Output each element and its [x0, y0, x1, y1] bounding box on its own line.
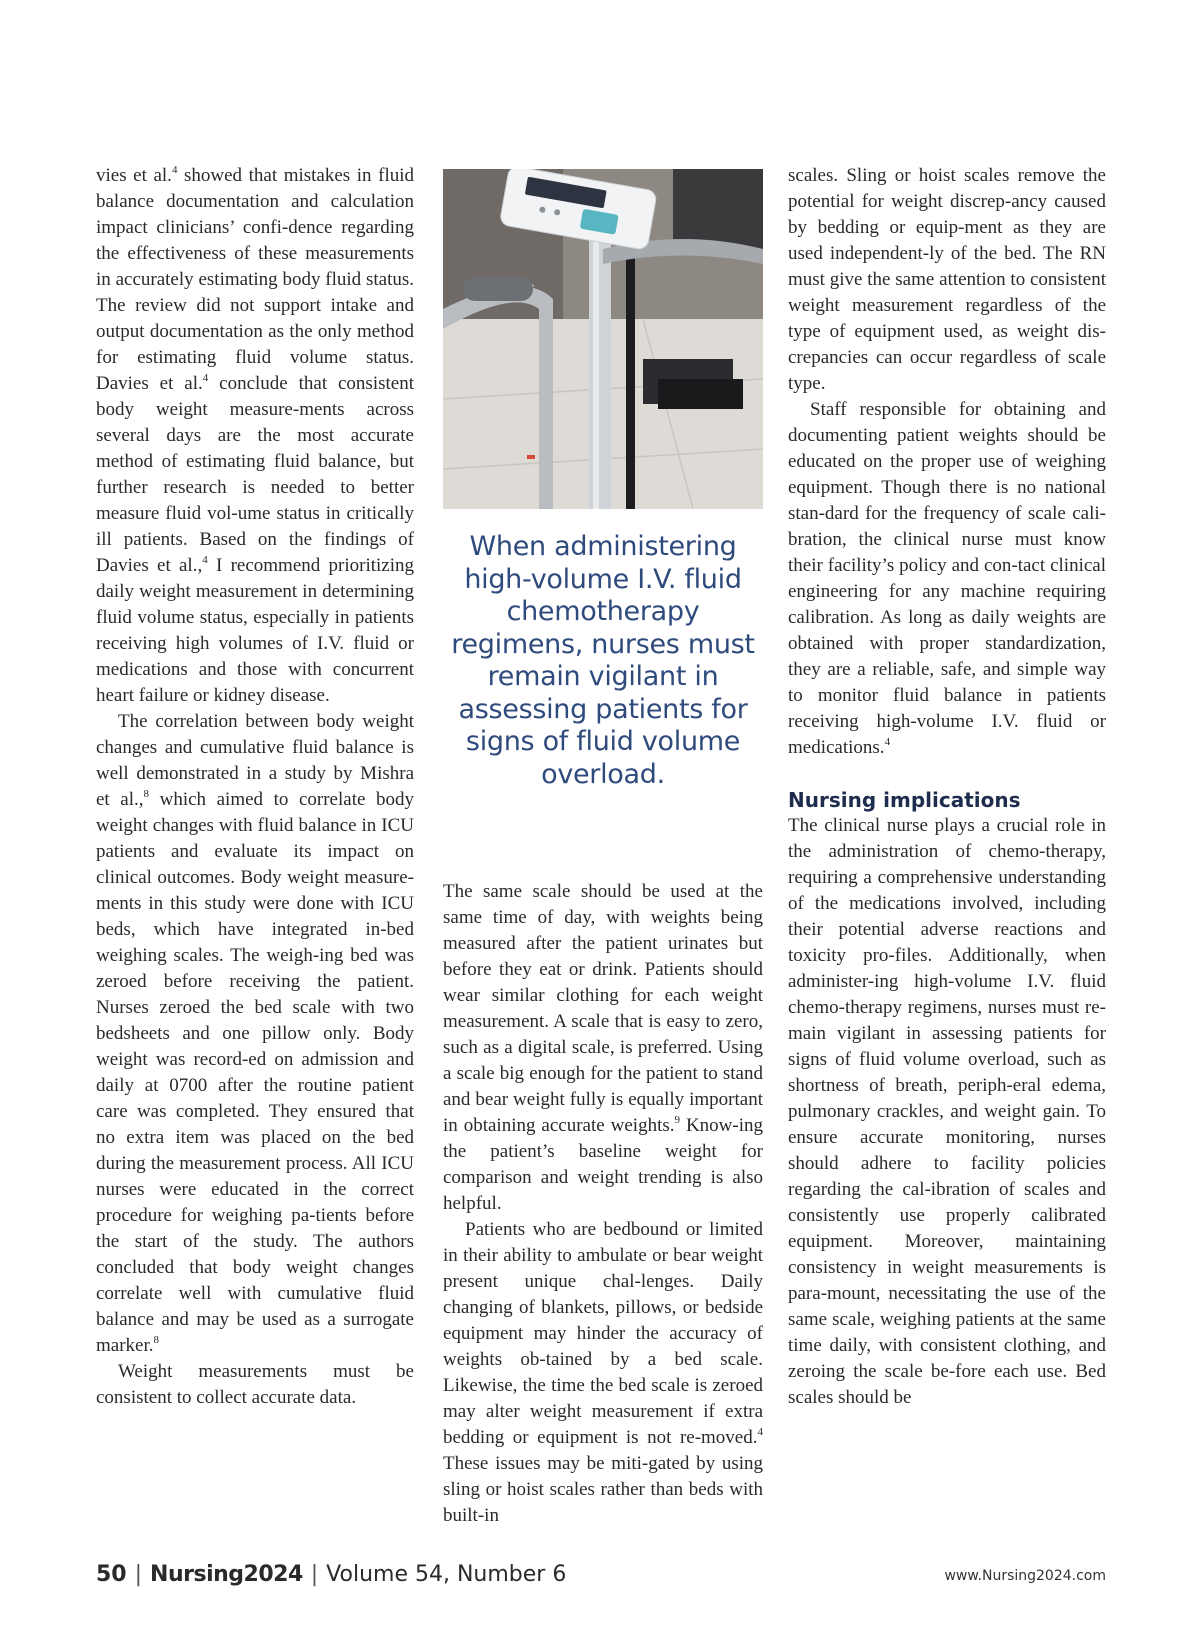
paragraph: Staff responsible for obtaining and documenting patient weights should be educated on the proper use of weighing equipment. Though there is no national stan-dard for the frequency of scale cali-bration, the clinical nurse must know their facility’s policy and con-tact clinical engineering for any machine requiring calibration. As long as daily weights are obtained with proper standardization, they are a reliable, safe, and simple way to monitor fluid balance in patients receiving high-volume I.V. fluid or medications.$^4$ — [788, 399, 1106, 758]
paragraph: The clinical nurse plays a crucial role in the administration of chemo-therapy, requiring a comprehensive understanding of the medications involved, including their potential adverse reactions and toxicity pro-files. Additionally, when administer-ing high-volume I.V. fluid chemo-therapy regimens, nurses must re-main vigilant in assessing patients for signs of fluid volume overload, such as shortness of breath, periph-eral edema, pulmonary crackles, and weight gain. To ensure accurate monitoring, nurses should adhere to facility policies regarding the cal-ibration of scales and consistently use properly calibrated equipment. Moreover, maintaining consistency in weight measurements is para-mount, necessitating the use of the same scale, weighing patients at the same time daily, with consistent clothing, and zeroing the scale be-fore each use. Bed scales should be — [788, 815, 1106, 1408]
journal-name: Nursing2024 — [150, 1562, 303, 1587]
article-column-1 — [96, 163, 414, 1411]
page-footer — [96, 1562, 1106, 1592]
digital-weighing-scale-icon — [443, 169, 763, 509]
weighing-scale-photo — [443, 169, 763, 509]
volume-info: Volume 54, Number 6 — [326, 1562, 567, 1587]
section-heading: Nursing implications — [788, 788, 1021, 812]
paragraph: scales. Sling or hoist scales remove the potential for weight discrep-ancy caused by bedding or equip-ment as they are used independent-ly of the bed. The RN must give the same attention to consistent weight measurement regardless of the type of equipment used, as weight dis-crepancies can occur regardless of scale type. — [788, 165, 1106, 394]
footer-separator: | — [134, 1562, 143, 1587]
page-number: 50 — [96, 1562, 127, 1587]
article-column-3 — [788, 163, 1106, 1411]
paragraph: vies et al.$^4$ showed that mistakes in fluid balance documentation and calculation impact clinicians’ confi-dence regarding the effectiveness of these measurements in accurately estimating body fluid status. The review did not support intake and output documentation as the only method for estimating fluid volume status. Davies et al.$^4$ conclude that consistent body weight measure-ments across several days are the most accurate method of estimating fluid balance, but further research is needed to better measure fluid vol-ume status in critically ill patients. Based on the findings of Davies et al.,$^4$ I recommend prioritizing daily weight measurement in determining fluid volume status, especially in patients receiving high volumes of I.V. fluid or medications and those with concurrent heart failure or kidney disease. — [96, 164, 414, 706]
paragraph: Patients who are bedbound or limited in their ability to ambulate or bear weight present unique chal-lenges. Daily changing of blankets, pillows, or bedside equipment may hinder the accuracy of weights ob-tained by a bed scale. Likewise, the time the bed scale is zeroed may alter weight measurement if extra bedding or equipment is not re-moved.$^4$ These issues may be miti-gated by using sling or hoist scales rather than beds with built-in — [443, 1219, 763, 1526]
column-2-body — [443, 879, 763, 1529]
paragraph: The correlation between body weight changes and cumulative fluid balance is well demonstrated in a study by Mishra et al.,$^8$ which aimed to correlate body weight changes with fluid balance in ICU patients and evaluate its impact on clinical outcomes. Body weight measure-ments in this study were done with ICU beds, which have integrated in-bed weighing scales. The weigh-ing bed was zeroed before receiving the patient. Nurses zeroed the bed scale with two bedsheets and one pillow only. Body weight was record-ed on admission and daily at 0700 after the routine patient care was completed. They ensured that no extra item was placed on the bed during the measurement process. All ICU nurses were educated in the correct procedure for weighing pa-tients before the start of the study. The authors concluded that body weight changes correlate well with cumulative fluid balance and may be used as a surrogate marker.$^8$ — [96, 711, 414, 1356]
article-column-2 — [443, 169, 763, 1529]
website-url: www.Nursing2024.com — [944, 1568, 1106, 1584]
footer-separator: | — [310, 1562, 319, 1587]
footer-folio — [96, 1562, 566, 1587]
pull-quote: When administering high-volume I.V. fluid chemotherapy regimens, nurses must remain vigilant in assessing patients for signs of fluid volume overload. — [451, 531, 755, 790]
paragraph: Weight measurements must be consistent to collect accurate data. — [96, 1361, 414, 1408]
paragraph: The same scale should be used at the same time of day, with weights being measured after the patient urinates but before they eat or drink. Patients should wear similar clothing for each weight measurement. A scale that is easy to zero, such as a digital scale, is preferred. Using a scale big enough for the patient to stand and bear weight fully is equally important in obtaining accurate weights.$^9$ Know-ing the patient’s baseline weight for comparison and weight trending is also helpful. — [443, 881, 763, 1214]
